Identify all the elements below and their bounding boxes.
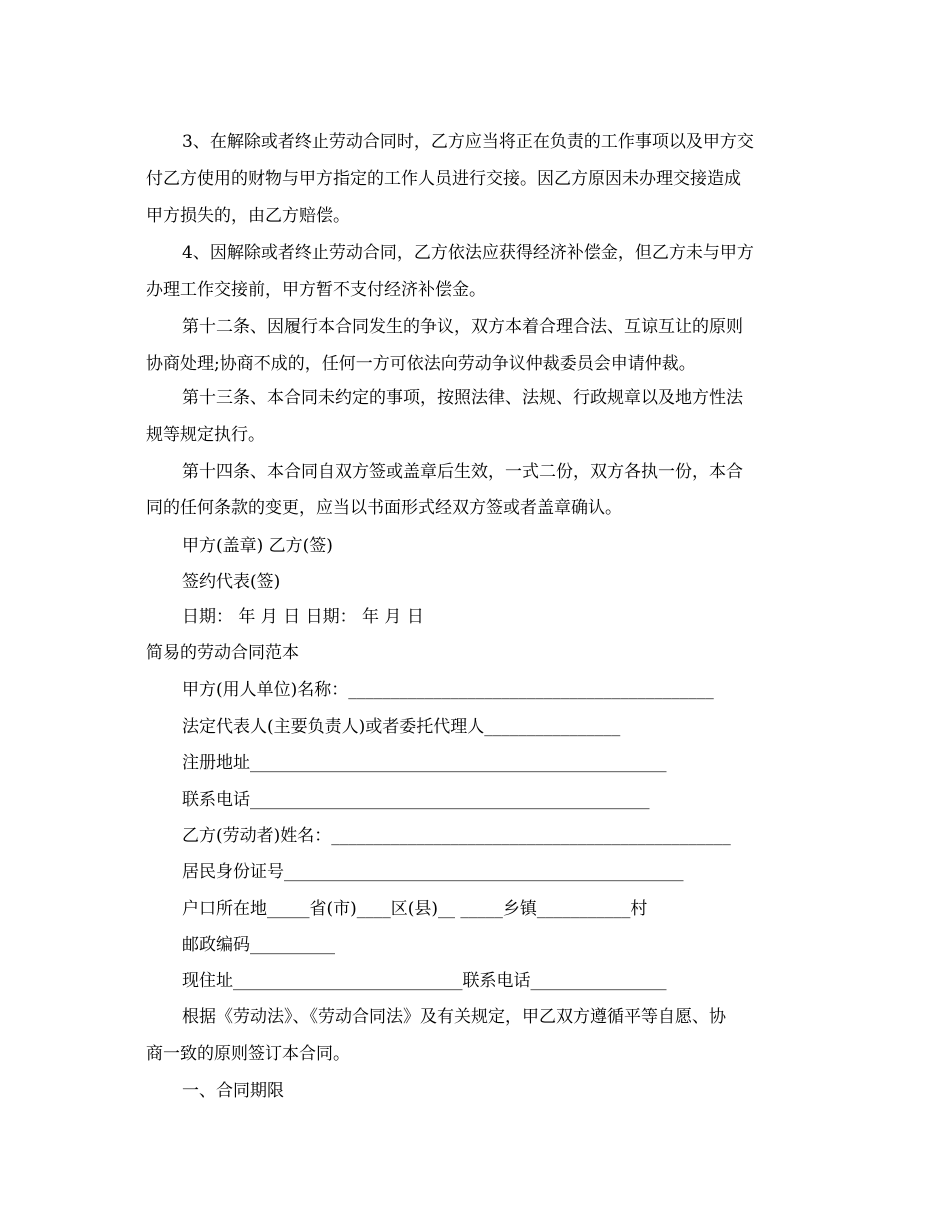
legal-representative-field: 法定代表人(主要负责人)或者委托代理人________________ <box>182 717 621 737</box>
employer-name-field: 甲方(用人单位)名称：___________________________________________ <box>182 680 714 700</box>
contract-term-heading: 一、合同期限 <box>182 1081 284 1101</box>
employer-phone-field: 联系电话_______________________________________________ <box>182 790 650 810</box>
signature-representative: 签约代表(签) <box>182 572 281 592</box>
postal-code-field: 邮政编码__________ <box>182 935 335 955</box>
preamble-line-1: 根据《劳动法》、《劳动合同法》及有关规定，甲乙双方遵循平等自愿、协 <box>182 1007 726 1027</box>
article-12-line-1: 第十二条、因履行本合同发生的争议，双方本着合理合法、互谅互让的原则 <box>182 317 743 337</box>
id-number-field: 居民身份证号_______________________________________________ <box>182 862 684 882</box>
clause-3-line-3: 甲方损失的，由乙方赔偿。 <box>146 206 350 226</box>
household-registration-field: 户口所在地_____省(市)____区(县)__ _____乡镇___________村 <box>182 899 648 919</box>
article-14-line-1: 第十四条、本合同自双方签或盖章后生效，一式二份，双方各执一份，本合 <box>182 462 743 482</box>
article-14-line-2: 同的任何条款的变更，应当以书面形式经双方签或者盖章确认。 <box>146 498 622 518</box>
clause-3-line-1: 3、在解除或者终止劳动合同时，乙方应当将正在负责的工作事项以及甲方交 <box>182 132 754 152</box>
clause-3-line-2: 付乙方使用的财物与甲方指定的工作人员进行交接。因乙方原因未办理交接造成 <box>146 169 741 189</box>
preamble-line-2: 商一致的原则签订本合同。 <box>146 1044 350 1064</box>
article-13-line-1: 第十三条、本合同未约定的事项，按照法律、法规、行政规章以及地方性法 <box>182 388 743 408</box>
signature-dates: 日期： 年 月 日 日期： 年 月 日 <box>182 607 424 627</box>
clause-4-line-2: 办理工作交接前，甲方暂不支付经济补偿金。 <box>146 280 486 300</box>
current-address-phone-field: 现住址___________________________联系电话________________ <box>182 971 667 991</box>
clause-4-line-1: 4、因解除或者终止劳动合同，乙方依法应获得经济补偿金，但乙方未与甲方 <box>182 243 754 263</box>
signature-parties: 甲方(盖章) 乙方(签) <box>182 536 333 556</box>
registered-address-field: 注册地址_________________________________________________ <box>182 753 667 773</box>
article-12-line-2: 协商处理;协商不成的，任何一方可依法向劳动争议仲裁委员会申请仲裁。 <box>146 354 696 374</box>
article-13-line-2: 规等规定执行。 <box>146 425 265 445</box>
employee-name-field: 乙方(劳动者)姓名：_______________________________________________ <box>182 826 731 846</box>
section-title: 简易的劳动合同范本 <box>146 643 299 663</box>
